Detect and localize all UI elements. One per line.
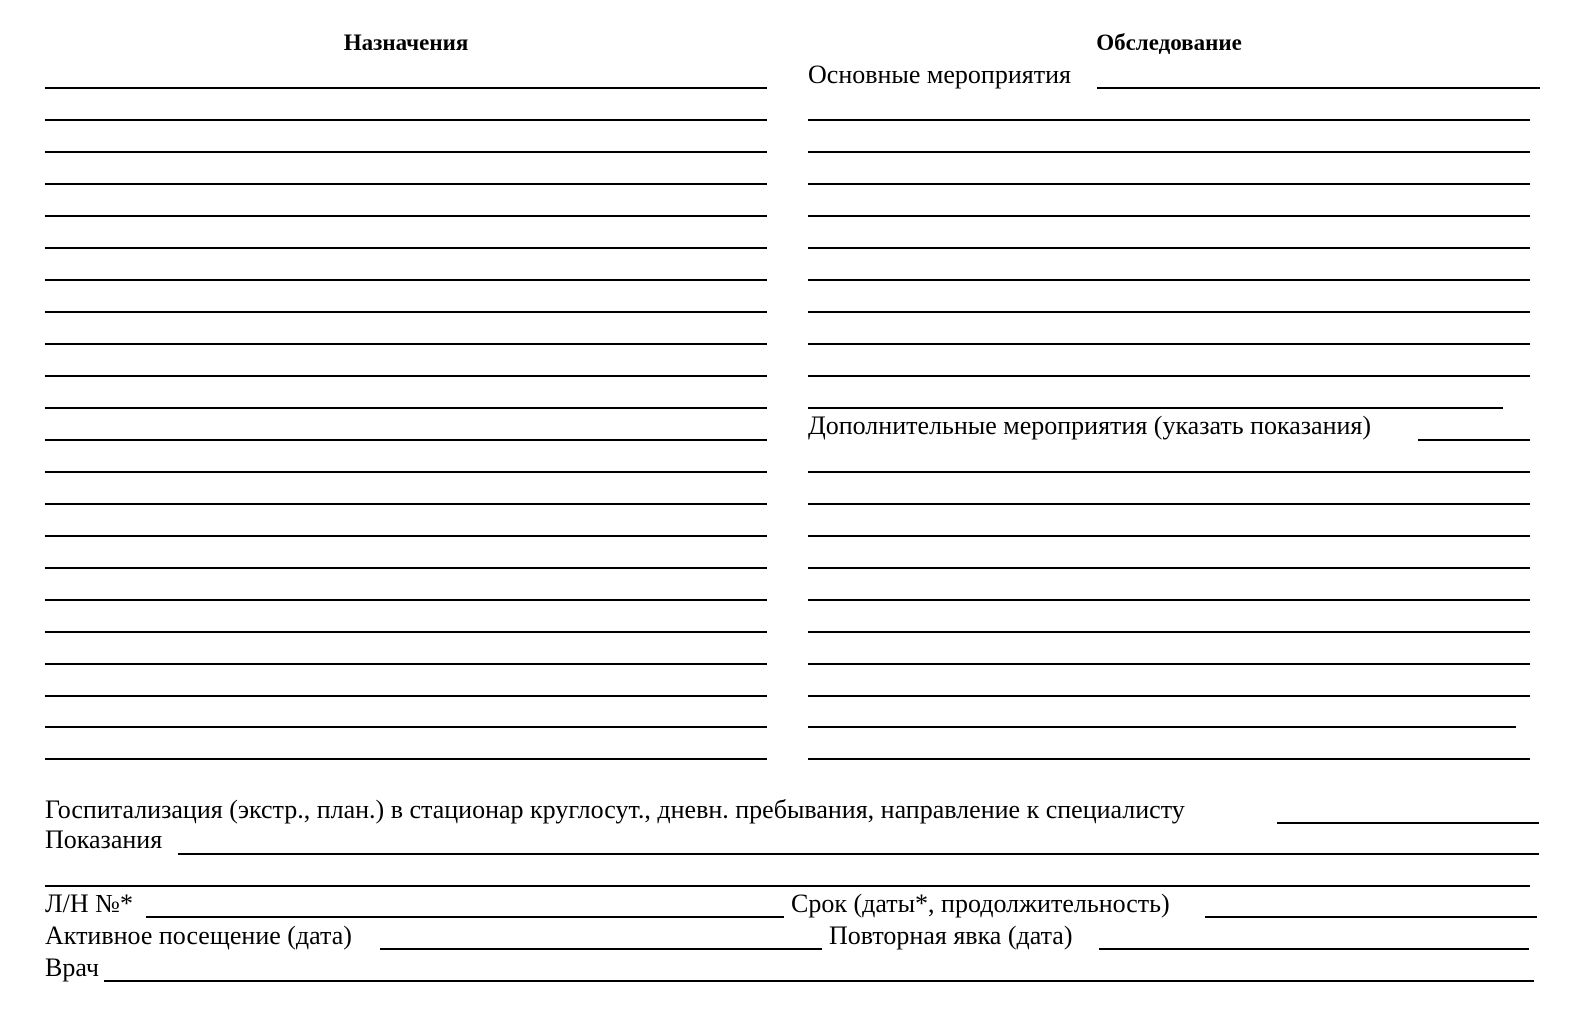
repeat-visit-label: Повторная явка (дата) — [829, 921, 1073, 950]
main-measures-line[interactable] — [808, 151, 1530, 153]
additional-measures-line[interactable] — [808, 503, 1530, 505]
prescriptions-line[interactable] — [45, 758, 767, 760]
prescriptions-line[interactable] — [45, 439, 767, 441]
prescriptions-line[interactable] — [45, 119, 767, 121]
prescriptions-line[interactable] — [45, 407, 767, 409]
hospitalization-field[interactable] — [1277, 822, 1539, 824]
prescriptions-line[interactable] — [45, 151, 767, 153]
main-measures-label: Основные мероприятия — [808, 60, 1071, 89]
term-field[interactable] — [1205, 916, 1537, 918]
active-visit-date-field[interactable] — [380, 948, 822, 950]
prescriptions-line[interactable] — [45, 726, 767, 728]
sick-leave-label: Л/Н №* — [45, 889, 133, 918]
prescriptions-heading: Назначения — [343, 30, 469, 55]
sick-leave-number-field[interactable] — [146, 916, 784, 918]
additional-measures-line[interactable] — [808, 726, 1516, 728]
term-label: Срок (даты*, продолжительность) — [791, 889, 1170, 918]
prescriptions-line[interactable] — [45, 471, 767, 473]
prescriptions-line[interactable] — [45, 535, 767, 537]
prescriptions-line[interactable] — [45, 247, 767, 249]
main-measures-line[interactable] — [808, 215, 1530, 217]
additional-measures-line[interactable] — [808, 599, 1530, 601]
additional-measures-line[interactable] — [808, 758, 1530, 760]
additional-measures-line[interactable] — [808, 695, 1530, 697]
active-visit-label: Активное посещение (дата) — [45, 921, 352, 950]
main-measures-line[interactable] — [808, 311, 1530, 313]
indications-field-continued[interactable] — [45, 885, 1530, 887]
doctor-label: Врач — [45, 953, 99, 982]
prescriptions-line[interactable] — [45, 663, 767, 665]
prescriptions-line[interactable] — [45, 279, 767, 281]
prescriptions-line[interactable] — [45, 631, 767, 633]
prescriptions-line[interactable] — [45, 311, 767, 313]
main-measures-line[interactable] — [808, 119, 1530, 121]
prescriptions-line[interactable] — [45, 503, 767, 505]
prescriptions-line[interactable] — [45, 215, 767, 217]
prescriptions-line[interactable] — [45, 599, 767, 601]
main-measures-field[interactable] — [1097, 87, 1540, 89]
prescriptions-line[interactable] — [45, 343, 767, 345]
additional-measures-line[interactable] — [808, 535, 1530, 537]
prescriptions-line[interactable] — [45, 567, 767, 569]
main-measures-line[interactable] — [808, 343, 1530, 345]
doctor-field[interactable] — [104, 980, 1534, 982]
repeat-visit-date-field[interactable] — [1099, 948, 1529, 950]
main-measures-line[interactable] — [808, 279, 1530, 281]
prescriptions-line[interactable] — [45, 87, 767, 89]
main-measures-line[interactable] — [808, 183, 1530, 185]
main-measures-line[interactable] — [808, 375, 1530, 377]
additional-measures-line[interactable] — [808, 471, 1530, 473]
hospitalization-label: Госпитализация (экстр., план.) в стационар круглосут., дневн. пребывания, направление к специалисту — [45, 795, 1185, 824]
indications-field[interactable] — [178, 853, 1539, 855]
additional-measures-line[interactable] — [808, 663, 1530, 665]
prescriptions-line[interactable] — [45, 375, 767, 377]
examination-heading: Обследование — [1096, 30, 1242, 55]
prescriptions-line[interactable] — [45, 695, 767, 697]
prescriptions-line[interactable] — [45, 183, 767, 185]
indications-label: Показания — [45, 825, 163, 854]
additional-measures-field[interactable] — [1418, 439, 1530, 441]
additional-measures-label: Дополнительные мероприятия (указать показания) — [808, 411, 1372, 440]
main-measures-line[interactable] — [808, 247, 1530, 249]
additional-measures-line[interactable] — [808, 567, 1530, 569]
additional-measures-line[interactable] — [808, 631, 1530, 633]
main-measures-line[interactable] — [808, 407, 1503, 409]
